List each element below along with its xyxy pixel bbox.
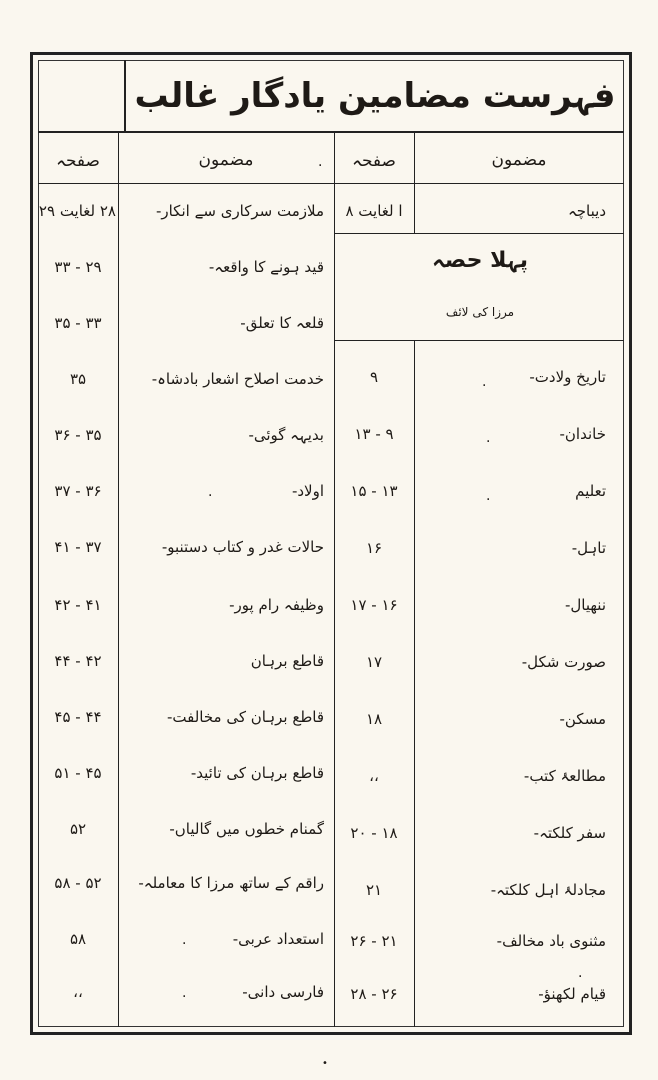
leader-dot: .: [182, 985, 187, 1001]
section-bottom-line: [334, 340, 624, 341]
section-subtitle: مرزا کی لائف: [445, 305, 515, 319]
right-entry-pages: ۱۸ - ۲۰: [350, 824, 398, 842]
right-entry-subject: مطالعۂ کتب-: [523, 767, 606, 785]
right-entry-subject: مثنوی باد مخالف-: [496, 932, 606, 950]
left-entry-subject: اولاد-: [291, 482, 324, 500]
right-entry-subject: قیام لکھنؤ-: [538, 985, 606, 1003]
col-line-2: [334, 133, 335, 1027]
left-entry-pages: ۵۲: [69, 820, 87, 838]
left-entry-subject: استعداد عربی-: [232, 930, 324, 948]
right-entry-pages: ۱۳ - ۱۵: [350, 482, 398, 500]
left-entry-pages: ۴۱ - ۴۲: [54, 596, 102, 614]
leader-dot: .: [182, 932, 187, 948]
right-entry-pages: ۹ - ۱۳: [354, 425, 394, 443]
left-entry-pages: ۲۹ - ۳۳: [54, 258, 102, 276]
right-entry-pages: ۲۱ - ۲۶: [350, 932, 398, 950]
left-entry-pages: ۴۲ - ۴۴: [54, 652, 102, 670]
col-line-4: [414, 340, 415, 1027]
right-entry-subject: مجادلۂ اہل کلکتہ-: [490, 881, 606, 899]
page-title: فہرست مضامین یادگار غالب: [134, 76, 616, 116]
left-entry-pages: ۳۷ - ۴۱: [54, 538, 102, 556]
right-entry-subject: صورت شکل-: [521, 653, 606, 671]
right-entry-pages: ۱۶ - ۱۷: [350, 596, 398, 614]
left-entry-pages: ،،: [73, 983, 83, 1001]
left-entry-pages: ۵۸: [69, 930, 87, 948]
left-entry-subject: قاطع برہان کی تائید-: [190, 764, 324, 782]
leader-dot: .: [318, 154, 323, 170]
title-box: [124, 60, 624, 133]
col-line-1: [118, 133, 119, 1027]
section-top-line: [334, 233, 624, 234]
left-entry-pages: ۳۳ - ۳۵: [54, 314, 102, 332]
left-entry-pages: ۳۵ - ۳۶: [54, 426, 102, 444]
right-entry-subject: خاندان-: [559, 425, 606, 443]
header-left-subject: مضمون: [198, 150, 254, 170]
right-entry-pages: ۱۸: [365, 710, 383, 728]
right-entry-subject: تاریخ ولادت-: [529, 368, 606, 386]
left-entry-subject: فارسی دانی-: [242, 983, 324, 1001]
left-entry-subject: بدیہہ گوئی-: [248, 426, 324, 444]
leader-dot: .: [486, 488, 491, 504]
left-entry-subject: حالات غدر و کتاب دستنبو-: [161, 538, 324, 556]
left-entry-pages: ۳۶ - ۳۷: [54, 482, 102, 500]
leader-dot: .: [486, 430, 491, 446]
right-entry-subject: ننھیال-: [564, 596, 606, 614]
left-entry-pages: ۲۸ لغایت ۲۹: [38, 202, 116, 220]
left-entry-subject: قاطع برہان: [250, 652, 324, 670]
left-entry-subject: خدمت اصلاح اشعار بادشاہ-: [151, 370, 324, 388]
right-entry-pages: ۹: [369, 368, 379, 386]
leader-dot: .: [482, 374, 487, 390]
left-entry-subject: قید ہونے کا واقعہ-: [208, 258, 324, 276]
right-entry-subject: سفر کلکتہ-: [533, 824, 606, 842]
header-right-page: صفحہ: [352, 151, 396, 171]
leader-dot: .: [208, 484, 213, 500]
preface-pages: ا لغایت ۸: [345, 202, 403, 220]
right-entry-pages: ،،: [369, 767, 379, 785]
right-entry-pages: ۱۶: [365, 539, 383, 557]
right-entry-pages: ۲۱: [365, 881, 383, 899]
left-entry-pages: ۴۴ - ۴۵: [54, 708, 102, 726]
header-divider: [38, 183, 624, 184]
header-left-page: صفحہ: [56, 151, 100, 171]
left-entry-pages: ۳۵: [69, 370, 87, 388]
left-entry-subject: قلعہ کا تعلق-: [240, 314, 324, 332]
right-entry-subject: تعلیم: [575, 482, 606, 500]
left-entry-subject: راقم کے ساتھ مرزا کا معاملہ-: [138, 874, 324, 892]
preface-subject: دیباچہ: [567, 202, 606, 220]
left-entry-subject: گمنام خطوں میں گالیاں-: [169, 820, 324, 838]
title-left-blank: [38, 60, 124, 133]
left-entry-subject: قاطع برہان کی مخالفت-: [166, 708, 324, 726]
right-entry-subject: تاہل-: [571, 539, 606, 557]
header-right-subject: مضمون: [491, 150, 547, 170]
right-entry-pages: ۲۶ - ۲۸: [350, 985, 398, 1003]
right-entry-pages: ۱۷: [365, 653, 383, 671]
col-line-3: [414, 133, 415, 233]
left-entry-pages: ۵۲ - ۵۸: [54, 874, 102, 892]
leader-dot: .: [578, 965, 583, 981]
section-title: پہلا حصہ: [432, 248, 528, 273]
bottom-mark: •: [322, 1058, 328, 1069]
left-entry-pages: ۴۵ - ۵۱: [54, 764, 102, 782]
right-entry-subject: مسکن-: [559, 710, 606, 728]
left-entry-subject: وظیفہ رام پور-: [229, 596, 324, 614]
left-entry-subject: ملازمت سرکاری سے انکار-: [155, 202, 324, 220]
